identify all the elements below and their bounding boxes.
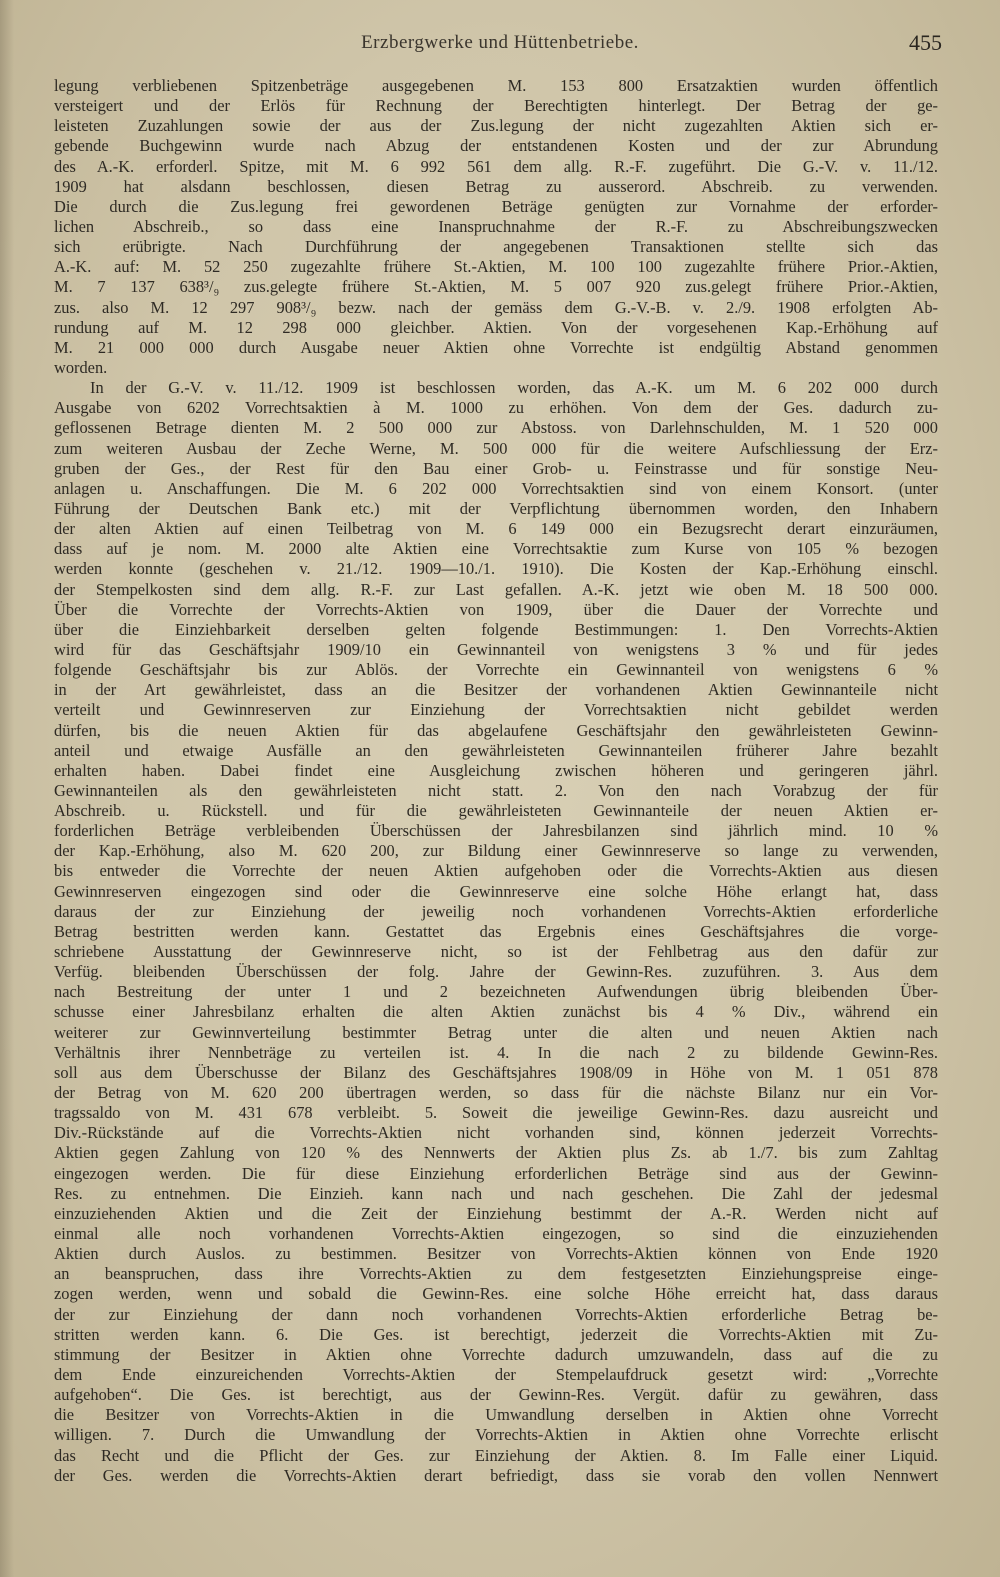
text-line: zogen werden, wenn und sobald die Gewinn-Res. eine solche Höhe erreicht hat, dass daraus — [54, 1284, 938, 1304]
running-head — [60, 32, 940, 62]
text-line: geflossenen Betrage dienten M. 2 500 000 zur Abstoss. von Darlehnschulden, M. 1 520 000 — [54, 418, 938, 438]
text-line: der Ges. werden die Vorrechts-Aktien derart befriedigt, dass sie vorab den vollen Nennwert — [54, 1465, 938, 1485]
text-line: einzuziehenden Aktien und die Zeit der Einziehung bestimmt der A.-R. Werden nicht auf — [54, 1203, 938, 1223]
page-number: 455 — [909, 30, 942, 55]
text-line: der Stempelkosten sind dem allg. R.-F. zur Last gefallen. A.-K. jetzt wie oben M. 18 500 000. — [54, 579, 938, 599]
text-line: Führung der Deutschen Bank etc.) mit der Verpflichtung übernommen worden, den Inhabern — [54, 498, 938, 518]
text-line: die Besitzer von Vorrechts-Aktien in die Umwandlung derselben in Aktien ohne Vorrecht — [54, 1405, 938, 1425]
text-line: erhalten haben. Dabei findet eine Ausgleichung zwischen höheren und geringeren jährl. — [54, 760, 938, 780]
text-line: M. 21 000 000 durch Ausgabe neuer Aktien ohne Vorrechte ist endgültig Abstand genommen — [54, 337, 938, 357]
text-line: schriebene Ausstattung der Gewinnreserve nicht, so ist der Fehlbetrag aus den dafür zur — [54, 942, 938, 962]
page-edge-shadow — [0, 0, 14, 1577]
text-line: dass auf je nom. M. 2000 alte Aktien eine Vorrechtsaktie zum Kurse von 105 % bezogen — [54, 539, 938, 559]
text-line: weiterer zur Gewinnverteilung bestimmter Betrag unter die alten und neuen Aktien nach — [54, 1022, 938, 1042]
text-line: worden. — [54, 357, 108, 377]
text-line: Verhältnis ihrer Nennbeträge zu verteilen ist. 4. In die nach 2 zu bildende Gewinn-Res. — [54, 1042, 938, 1062]
text-line: nach Bestreitung der unter 1 und 2 bezeichneten Aufwendungen übrig bleibenden Über- — [54, 982, 938, 1002]
text-line: Abschreib. u. Rückstell. und für die gewährleisteten Gewinnanteile der neuen Aktien er- — [54, 801, 938, 821]
text-line: das Recht und die Pflicht der Ges. zur Einziehung der Aktien. 8. Im Falle einer Liquid. — [54, 1445, 938, 1465]
text-line: M. 7 137 638³/₉ zus.gelegte frühere St.-Aktien, M. 5 007 920 zus.gelegt frühere Prior.-Aktien, — [54, 277, 938, 297]
text-line: schusse einer Jahresbilanz erhalten die alten Aktien zunächst bis 4 % Div., während ein — [54, 1002, 938, 1022]
text-line: der Betrag von M. 620 200 übertragen werden, so dass für die nächste Bilanz nur ein Vor- — [54, 1083, 938, 1103]
text-line: tragssaldo von M. 431 678 verbleibt. 5. Soweit die jeweilige Gewinn-Res. dazu ausreicht und — [54, 1103, 938, 1123]
text-line: Die durch die Zus.legung frei gewordenen Beträge genügten zur Vornahme der erforder- — [54, 196, 938, 216]
text-line: der alten Aktien auf einen Teilbetrag von M. 6 149 000 ein Bezugsrecht derart einzuräumen, — [54, 519, 938, 539]
text-line: zus. also M. 12 297 908³/₉ bezw. nach der gemäss dem G.-V.-B. v. 2./9. 1908 erfolgten Ab- — [54, 297, 938, 317]
text-line: forderlichen Beträge verbleibenden Überschüssen der Jahresbilanzen sind jährlich mind. 10 % — [54, 821, 938, 841]
text-line: Gewinnanteilen als den gewährleisteten nicht statt. 2. Von den nach Vorabzug der für — [54, 780, 938, 800]
text-line: rundung auf M. 12 298 000 gleichber. Aktien. Von der vorgesehenen Kap.-Erhöhung auf — [54, 317, 938, 337]
text-line: Gewinnreserven eingezogen sind oder die Gewinnreserve eine solche Höhe erlangt hat, dass — [54, 881, 938, 901]
text-line: Aktien durch Auslos. zu bestimmen. Besitzer von Vorrechts-Aktien können von Ende 1920 — [54, 1244, 938, 1264]
text-line: bis entweder die Vorrechte der neuen Aktien aufgehoben oder die Vorrechts-Aktien aus diesen — [54, 861, 938, 881]
text-line: über die Einziehbarkeit derselben gelten folgende Bestimmungen: 1. Den Vorrechts-Aktien — [54, 619, 938, 639]
text-line: anlagen u. Anschaffungen. Die M. 6 202 000 Vorrechtsaktien sind von einem Konsort. (unter — [54, 478, 938, 498]
text-line: zum weiteren Ausbau der Zeche Werne, M. 500 000 für die weitere Aufschliessung der Erz- — [54, 438, 938, 458]
text-line: Res. zu entnehmen. Die Einzieh. kann nach und nach geschehen. Die Zahl der jedesmal — [54, 1183, 938, 1203]
text-line: daraus der zur Einziehung der jeweilig noch vorhandenen Vorrechts-Aktien erforderliche — [54, 901, 938, 921]
text-line: in der Art gewährleistet, dass an die Besitzer der vorhandenen Aktien Gewinnanteile nicht — [54, 680, 938, 700]
text-line: sich erübrigte. Nach Durchführung der angegebenen Transaktionen stellte sich das — [54, 237, 938, 257]
text-line: stritten werden kann. 6. Die Ges. ist berechtigt, jederzeit die Vorrechts-Aktien mit Zu- — [54, 1324, 938, 1344]
text-line: willigen. 7. Durch die Umwandlung der Vorrechts-Aktien in Aktien ohne Vorrechte erlischt — [54, 1425, 938, 1445]
text-line: soll aus dem Überschusse der Bilanz des Geschäftsjahres 1908/09 in Höhe von M. 1 051 878 — [54, 1062, 938, 1082]
text-line: des A.-K. erforderl. Spitze, mit M. 6 992 561 dem allg. R.-F. zugeführt. Die G.-V. v. 11./12. — [54, 156, 938, 176]
text-line: gebende Buchgewinn wurde nach Abzug der entstandenen Kosten und der zur Abrundung — [54, 136, 938, 156]
text-line: Aktien gegen Zahlung von 120 % des Nennwerts der Aktien plus Zs. ab 1./7. bis zum Zahltag — [54, 1143, 938, 1163]
text-line: eingezogen werden. Die für diese Einziehung erforderlichen Beträge sind aus der Gewinn- — [54, 1163, 938, 1183]
text-line: werden konnte (geschehen v. 21./12. 1909—10./1. 1910). Die Kosten der Kap.-Erhöhung einschl. — [54, 559, 938, 579]
text-line: gruben der Ges., der Rest für den Bau einer Grob- u. Feinstrasse und für sonstige Neu- — [54, 458, 938, 478]
body-text — [54, 76, 938, 1486]
text-line: folgende Geschäftsjahr bis zur Ablös. der Vorrechte ein Gewinnanteil von wenigstens 6 % — [54, 660, 938, 680]
text-line: wird für das Geschäftsjahr 1909/10 ein Gewinnanteil von wenigstens 3 % und für jedes — [54, 639, 938, 659]
text-line: legung verbliebenen Spitzenbeträge ausgegebenen M. 153 800 Ersatzaktien wurden öffentlich — [54, 76, 938, 95]
text-line: dürfen, bis die neuen Aktien für das abgelaufene Geschäftsjahr den gewährleisteten Gewinn- — [54, 720, 938, 740]
running-title: Erzbergwerke und Hüttenbetriebe. — [361, 32, 639, 53]
text-line: verteilt und Gewinnreserven zur Einziehung der Vorrechtsaktien nicht gebildet werden — [54, 700, 938, 720]
text-line: stimmung der Besitzer in Aktien ohne Vorrechte dadurch umzuwandeln, dass auf die zu — [54, 1344, 938, 1364]
text-line: In der G.-V. v. 11./12. 1909 ist beschlossen worden, das A.-K. um M. 6 202 000 durch — [90, 378, 938, 398]
text-line: der zur Einziehung der dann noch vorhandenen Vorrechts-Aktien erforderliche Betrag be- — [54, 1304, 938, 1324]
text-line: einmal alle noch vorhandenen Vorrechts-Aktien eingezogen, so sind die einzuziehenden — [54, 1224, 938, 1244]
text-line: Über die Vorrechte der Vorrechts-Aktien von 1909, über die Dauer der Vorrechte und — [54, 599, 938, 619]
text-line: Ausgabe von 6202 Vorrechtsaktien à M. 1000 zu erhöhen. Von dem der Ges. dadurch zu- — [54, 398, 938, 418]
text-line: A.-K. auf: M. 52 250 zugezahlte frühere St.-Aktien, M. 100 100 zugezahlte frühere Prior.-Aktien, — [54, 257, 938, 277]
text-line: Betrag bestritten werden kann. Gestattet das Ergebnis eines Geschäftsjahres die vorge- — [54, 921, 938, 941]
text-line: dem Ende einzureichenden Vorrechts-Aktien der Stempelaufdruck gesetzt wird: „Vorrechte — [54, 1365, 938, 1384]
text-line: lichen Abschreib., so dass eine Inanspruchnahme der R.-F. zu Abschreibungszwecken — [54, 216, 938, 236]
text-line: Div.-Rückstände auf die Vorrechts-Aktien nicht vorhanden sind, können jederzeit Vorrechts- — [54, 1123, 938, 1143]
text-line: leisteten Zuzahlungen sowie der aus der Zus.legung der nicht zugezahlten Aktien sich er- — [54, 116, 938, 136]
text-line: Verfüg. bleibenden Überschüssen der folg. Jahre der Gewinn-Res. zuzuführen. 3. Aus dem — [54, 962, 938, 982]
text-line: 1909 hat alsdann beschlossen, diesen Betrag zu ausserord. Abschreib. zu verwenden. — [54, 176, 938, 196]
text-line: an beanspruchen, dass ihre Vorrechts-Aktien zu dem festgesetzten Einziehungspreise einge- — [54, 1264, 938, 1284]
text-line: anteil und etwaige Ausfälle an den gewährleisteten Gewinnanteilen früherer Jahre bezahlt — [54, 740, 938, 760]
text-line: versteigert und der Erlös für Rechnung der Berechtigten hinterlegt. Der Betrag der ge- — [54, 96, 938, 116]
text-line: der Kap.-Erhöhung, also M. 620 200, zur Bildung einer Gewinnreserve so lange zu verwenden, — [54, 841, 938, 861]
text-line: aufgehoben“. Die Ges. ist berechtigt, aus der Gewinn-Res. Vergüt. dafür zu gewähren, dass — [54, 1385, 938, 1405]
